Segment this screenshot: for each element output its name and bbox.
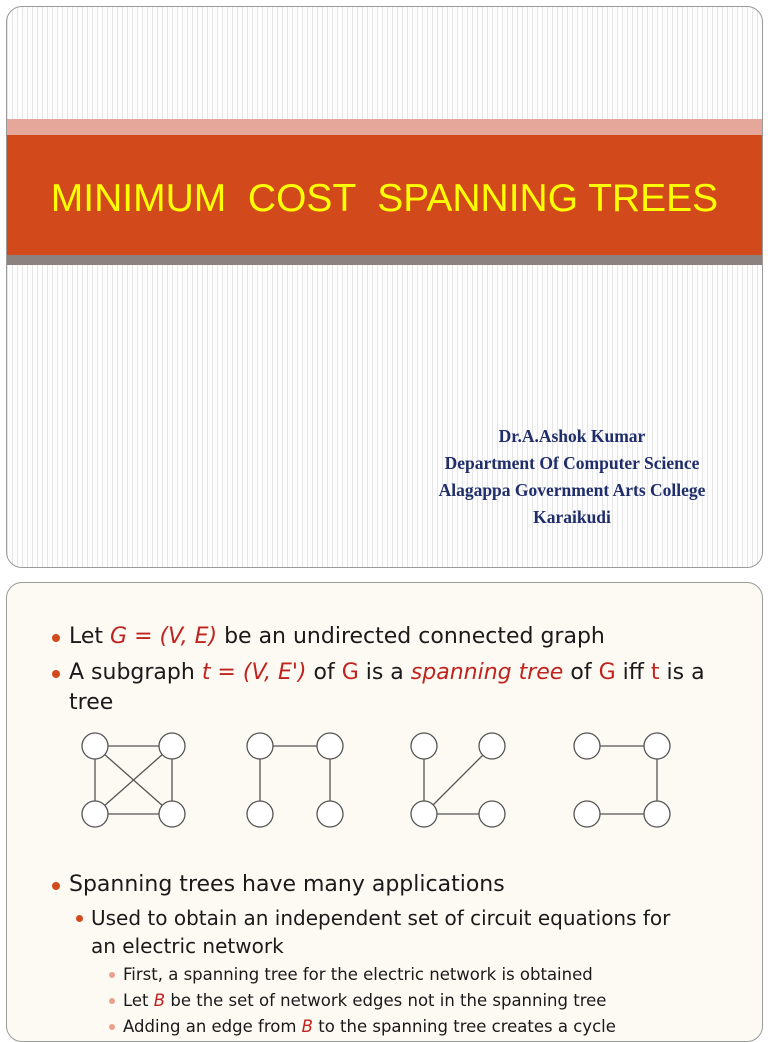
graph-node bbox=[317, 733, 343, 759]
author-name: Dr.A.Ashok Kumar bbox=[498, 426, 646, 446]
bullet-spanning-tree-definition bbox=[69, 658, 705, 688]
spanning-tree-diagram-1 bbox=[247, 733, 343, 827]
title-slide bbox=[6, 6, 763, 568]
graph-node bbox=[247, 733, 273, 759]
author-college: Alagappa Government Arts College bbox=[438, 480, 706, 500]
text-segment: is a bbox=[358, 660, 411, 685]
graph-node bbox=[317, 801, 343, 827]
bullet-continuation: tree bbox=[69, 690, 114, 715]
title-band-top-stripe bbox=[7, 119, 762, 135]
graph-node bbox=[574, 733, 600, 759]
graph-edge bbox=[424, 746, 492, 814]
graph-node bbox=[247, 801, 273, 827]
text-segment: A subgraph bbox=[69, 660, 202, 685]
text-segment: to the spanning tree creates a cycle bbox=[312, 1017, 616, 1036]
spanning-tree-diagrams bbox=[82, 731, 692, 841]
graph-node bbox=[479, 733, 505, 759]
graph-node bbox=[159, 733, 185, 759]
graph-node bbox=[574, 801, 600, 827]
slide-title: MINIMUM COST SPANNING TREES bbox=[50, 177, 719, 220]
set-symbol: B bbox=[301, 1017, 313, 1036]
tree-symbol: t bbox=[650, 660, 660, 685]
author-city: Karaikudi bbox=[533, 507, 611, 527]
graph-symbol: G bbox=[341, 660, 359, 685]
graph-node bbox=[159, 801, 185, 827]
content-slide bbox=[6, 582, 763, 1042]
text-segment: Adding an edge from bbox=[123, 1017, 302, 1036]
text-segment: be the set of network edges not in the spanning tree bbox=[165, 991, 607, 1010]
author-block bbox=[392, 423, 752, 531]
graph-node bbox=[644, 801, 670, 827]
complete-graph-diagram bbox=[82, 733, 185, 827]
graph-node bbox=[411, 801, 437, 827]
set-symbol: B bbox=[153, 991, 166, 1010]
bullet-graph-definition bbox=[69, 622, 605, 652]
sub-bullet-continuation: an electric network bbox=[91, 934, 284, 958]
graph-symbol: G bbox=[598, 660, 616, 685]
sub-bullet-circuit-equations: Used to obtain an independent set of circuit equations for bbox=[91, 906, 671, 930]
graph-node bbox=[411, 733, 437, 759]
text-segment: of bbox=[563, 660, 599, 685]
text-segment: is a bbox=[659, 660, 705, 685]
graph-node bbox=[479, 801, 505, 827]
graph-node bbox=[644, 733, 670, 759]
title-band-bottom-stripe bbox=[7, 255, 762, 265]
text-segment: be an undirected connected graph bbox=[217, 624, 605, 649]
text-segment: of bbox=[306, 660, 342, 685]
sub-sub-bullet-add-edge bbox=[123, 1016, 616, 1038]
sub-sub-bullet-first-step: First, a spanning tree for the electric network is obtained bbox=[123, 965, 593, 984]
subgraph-notation: t = (V, E') bbox=[201, 660, 307, 685]
graph-notation: G = (V, E) bbox=[110, 624, 218, 649]
graph-node bbox=[82, 733, 108, 759]
spanning-tree-diagram-3 bbox=[574, 733, 670, 827]
text-segment: iff bbox=[615, 660, 651, 685]
graph-node bbox=[82, 801, 108, 827]
spanning-tree-term: spanning tree bbox=[410, 660, 564, 685]
spanning-tree-diagram-2 bbox=[411, 733, 505, 827]
sub-sub-bullet-set-b bbox=[123, 990, 606, 1012]
text-segment: Let bbox=[69, 624, 111, 649]
bullet-applications: Spanning trees have many applications bbox=[69, 870, 505, 900]
author-department: Department Of Computer Science bbox=[444, 453, 700, 473]
text-segment: Let bbox=[123, 991, 154, 1010]
